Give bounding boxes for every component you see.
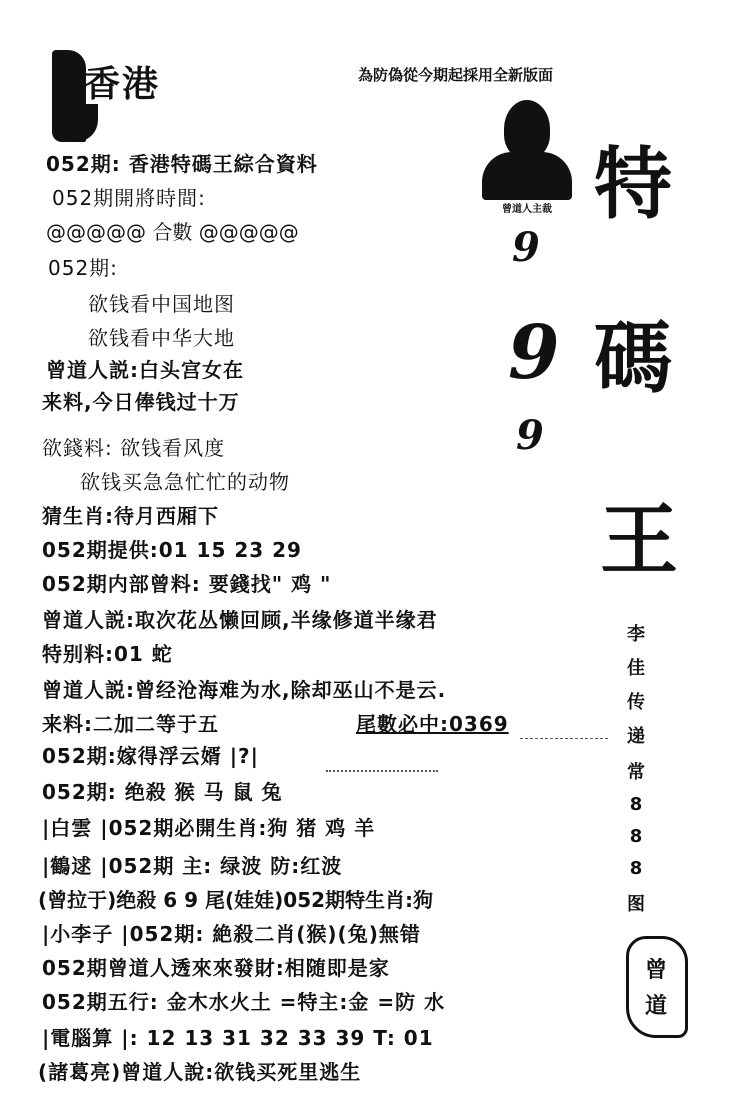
source-line: |鶴逑 |052期 主: 绿波 防:红波 xyxy=(42,854,343,878)
source-line: (曾拉于)绝殺 6 9 尾(娃娃)052期特生肖:狗 xyxy=(38,888,434,912)
vertical-char: 递 xyxy=(627,726,645,747)
vertical-char: 图 xyxy=(627,894,645,915)
issue-headline: 052期: 香港特碼王綜合資料 xyxy=(46,152,318,176)
big-title-char: 碼 xyxy=(594,313,673,404)
seal-char: 曾 xyxy=(645,958,668,983)
provided-numbers: 052期提供:01 15 23 29 xyxy=(42,538,302,562)
big-title-char: 特 xyxy=(594,139,673,230)
tail-number-note: 尾數必中:0369 xyxy=(356,712,509,736)
big-title-char: 王 xyxy=(600,495,679,586)
master-saying: 曾道人説:取次花丛懒回顾,半缘修道半缘君 xyxy=(42,608,438,632)
master-saying: (諸葛亮)曾道人說:欲钱买死里逃生 xyxy=(38,1060,362,1084)
incoming-tip: 来料,今日俸钱过十万 xyxy=(42,390,240,414)
divider xyxy=(326,770,438,772)
combined-number-row: @@@@@ 合數 @@@@@ xyxy=(46,220,299,244)
decorative-nine: 9 xyxy=(516,412,544,459)
five-elements: 052期五行: 金木水火土 =特主:金 =防 水 xyxy=(42,990,446,1014)
issue-riddle: 052期:嫁得浮云婿 |?| xyxy=(42,744,259,768)
decorative-nine: 9 xyxy=(512,224,540,271)
portrait-head xyxy=(504,100,550,158)
brand-logo-mark-lower xyxy=(66,104,98,142)
special-tip: 特别料:01 蛇 xyxy=(42,642,173,666)
hint-line: 欲钱看中国地图 xyxy=(88,292,235,316)
vertical-char: 8 xyxy=(629,794,643,815)
decorative-nine: 9 xyxy=(508,310,560,396)
top-notice: 為防偽從今期起採用全新版面 xyxy=(358,66,554,84)
seal-stamp xyxy=(626,936,688,1038)
portrait-body xyxy=(482,152,572,200)
master-saying: 052期曾道人透來來發財:相随即是家 xyxy=(42,956,390,980)
source-line: |白雲 |052期必開生肖:狗 猪 鸡 羊 xyxy=(42,816,376,840)
master-saying: 曾道人説:曾经沧海难为水,除却巫山不是云. xyxy=(42,678,447,702)
kill-zodiac: 052期: 绝殺 猴 马 鼠 兔 xyxy=(42,780,283,804)
seal-char: 道 xyxy=(645,994,668,1019)
portrait-caption: 曾道人主裁 xyxy=(502,204,552,215)
issue-label: 052期: xyxy=(48,256,118,280)
master-portrait xyxy=(478,96,576,214)
master-saying: 曾道人説:白头宫女在 xyxy=(46,358,244,382)
vertical-char: 8 xyxy=(629,858,643,879)
vertical-char: 传 xyxy=(627,692,645,713)
vertical-char: 佳 xyxy=(627,658,645,679)
hint-line: 欲钱看中华大地 xyxy=(88,326,235,350)
divider xyxy=(520,738,608,739)
vertical-char: 常 xyxy=(627,762,645,783)
computer-picks: |電腦算 |: 12 13 31 32 33 39 T: 01 xyxy=(42,1026,434,1050)
incoming-tip: 来料:二加二等于五 xyxy=(42,712,219,736)
draw-time: 052期開將時間: xyxy=(52,186,206,210)
brand-title: 香港 xyxy=(84,64,161,105)
vertical-char: 李 xyxy=(627,624,645,645)
source-line: |小李子 |052期: 絶殺二肖(猴)(兔)無错 xyxy=(42,922,421,946)
internal-tip: 052期内部曾料: 要錢找" 鸡 " xyxy=(42,572,332,596)
guess-zodiac: 猜生肖:待月西厢下 xyxy=(42,504,219,528)
money-tip: 欲錢料: 欲钱看风度 xyxy=(42,436,226,460)
vertical-char: 8 xyxy=(629,826,643,847)
money-tip-detail: 欲钱买急急忙忙的动物 xyxy=(80,470,290,494)
